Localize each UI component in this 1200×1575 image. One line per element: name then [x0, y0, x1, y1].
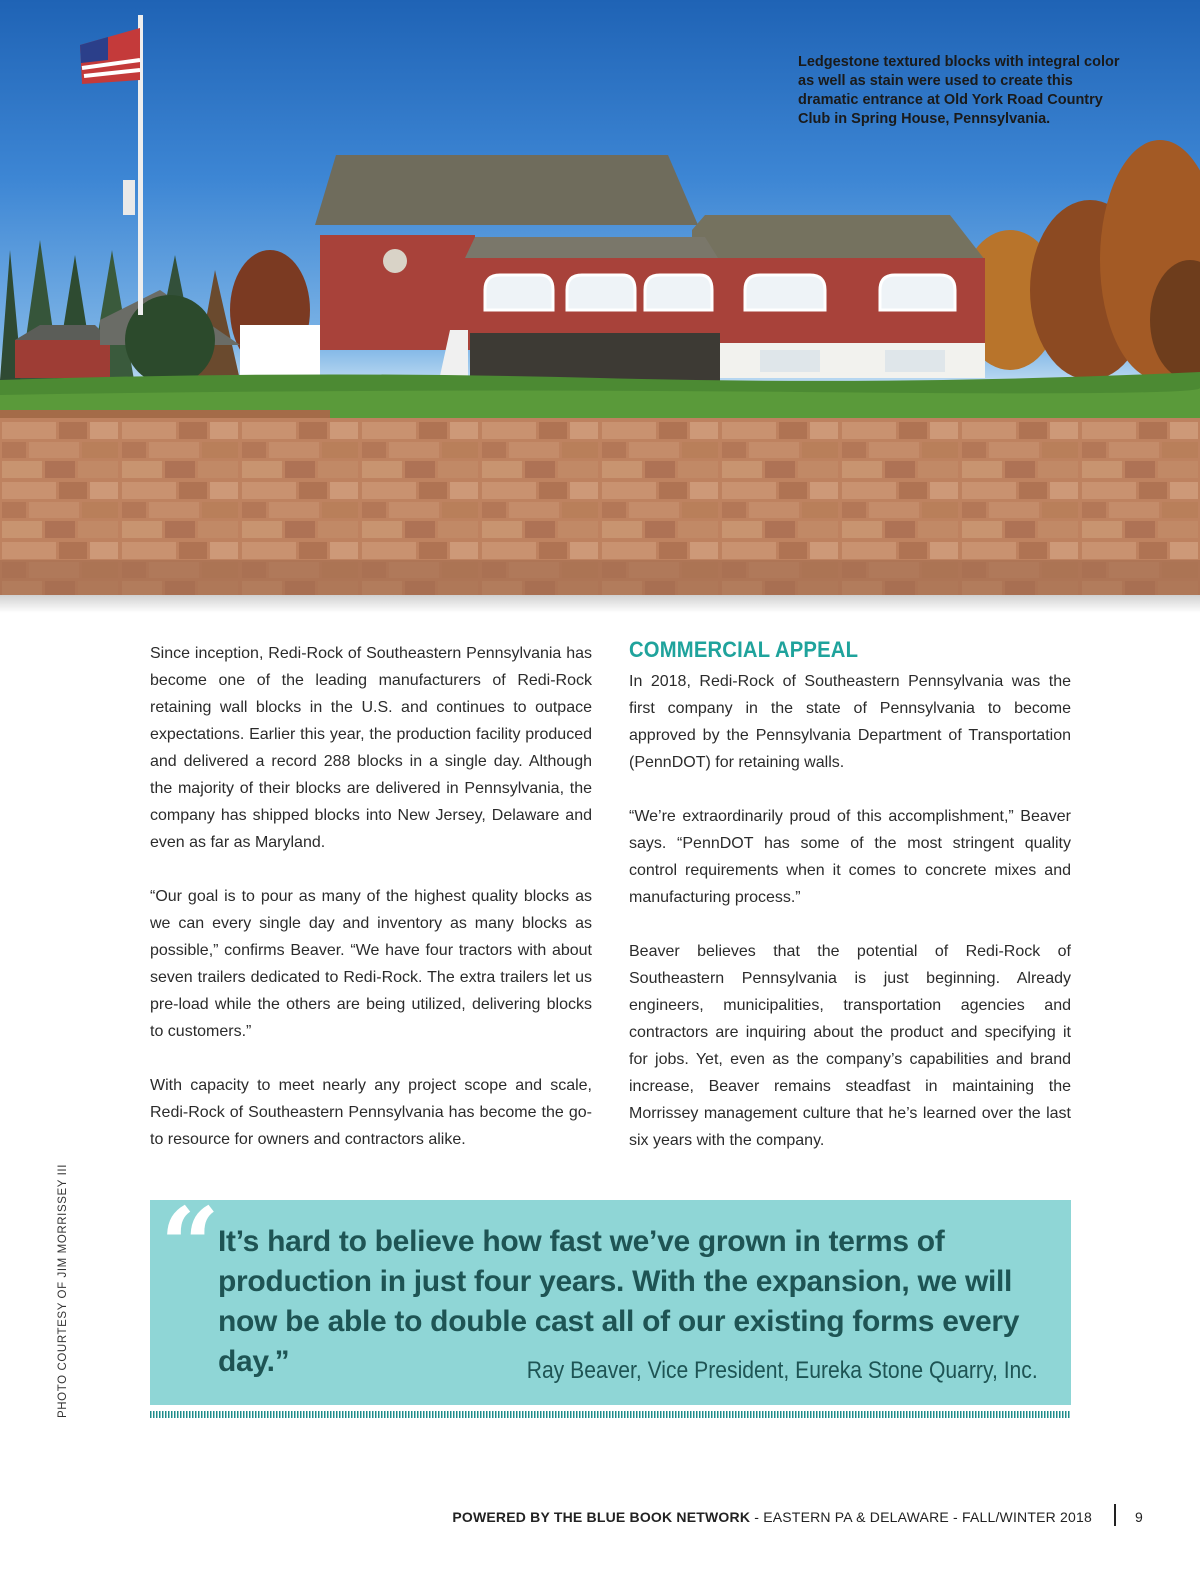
photo-credit: PHOTO COURTESY OF JIM MORRISSEY III — [57, 1163, 69, 1418]
paragraph: “Our goal is to pour as many of the highest quality blocks as we can every single day and inventory as many blocks as possible,” confirms Beaver. “We have four tractors with about seven trailers dedicated to Redi-Rock. The extra trailers let us pre-load while the others are being utilized, delivering blocks to customers.” — [150, 888, 592, 1040]
right-column — [629, 636, 1071, 1154]
hero-photo — [0, 0, 1200, 595]
page-number: 9 — [1135, 1509, 1143, 1525]
footer-edition: - EASTERN PA & DELAWARE - FALL/WINTER 2018 — [750, 1509, 1092, 1525]
left-column — [150, 640, 592, 1153]
paragraph: “We’re extraordinarily proud of this accomplishment,” Beaver says. “PennDOT has some of the most stringent quality control requirements when it comes to concrete mixes and manufacturing process.” — [629, 808, 1071, 906]
section-heading: COMMERCIAL APPEAL — [629, 637, 859, 662]
photo-caption: Ledgestone textured blocks with integral color as well as stain were used to create this dramatic entrance at Old York Road Country Club in Spring House, Pennsylvania. — [798, 54, 1120, 127]
paragraph: Beaver believes that the potential of Redi-Rock of Southeastern Pennsylvania is just beginning. Already engineers, municipalities, transportation agencies and contractors are inquiring about the product and specifying it for jobs. Yet, even as the company’s capabilities and brand increase, Beaver remains steadfast in maintaining the Morrissey management culture that he’s learned over the last six years with the company. — [629, 943, 1071, 1149]
paragraph: With capacity to meet nearly any project scope and scale, Redi-Rock of Southeastern Pennsylvania has become the go-to resource for owners and contractors alike. — [150, 1077, 592, 1148]
footer-divider — [1114, 1504, 1116, 1526]
paragraph: In 2018, Redi-Rock of Southeastern Pennsylvania was the first company in the state of Pennsylvania to become approved by the Pennsylvania Department of Transportation (PennDOT) for retaining walls. — [629, 673, 1071, 771]
quote-mark-icon: “ — [160, 1184, 220, 1307]
quote-attribution: Ray Beaver, Vice President, Eureka Stone Quarry, Inc. — [526, 1357, 1038, 1384]
quote-text: It’s hard to believe how fast we’ve grown in terms of production in just four years. With the expansion, we will now be able to double cast all of our existing forms every day.” — [218, 1225, 1020, 1378]
clubhouse — [315, 155, 985, 385]
pull-quote — [150, 1184, 1071, 1405]
retaining-wall — [0, 418, 1200, 595]
decorative-rule — [150, 1411, 1071, 1418]
footer-text — [452, 1509, 1092, 1525]
paragraph: Since inception, Redi-Rock of Southeastern Pennsylvania has become one of the leading manufacturers of Redi-Rock retaining wall blocks in the U.S. and continues to outpace expectations. Earlier this year, the production facility produced and delivered a record 288 blocks in a single day. Although the majority of their blocks are delivered in Pennsylvania, the company has shipped blocks into New Jersey, Delaware and even as far as Maryland. — [150, 645, 592, 851]
footer-brand: POWERED BY THE BLUE BOOK NETWORK — [452, 1509, 751, 1525]
photo-shadow — [0, 595, 1200, 613]
